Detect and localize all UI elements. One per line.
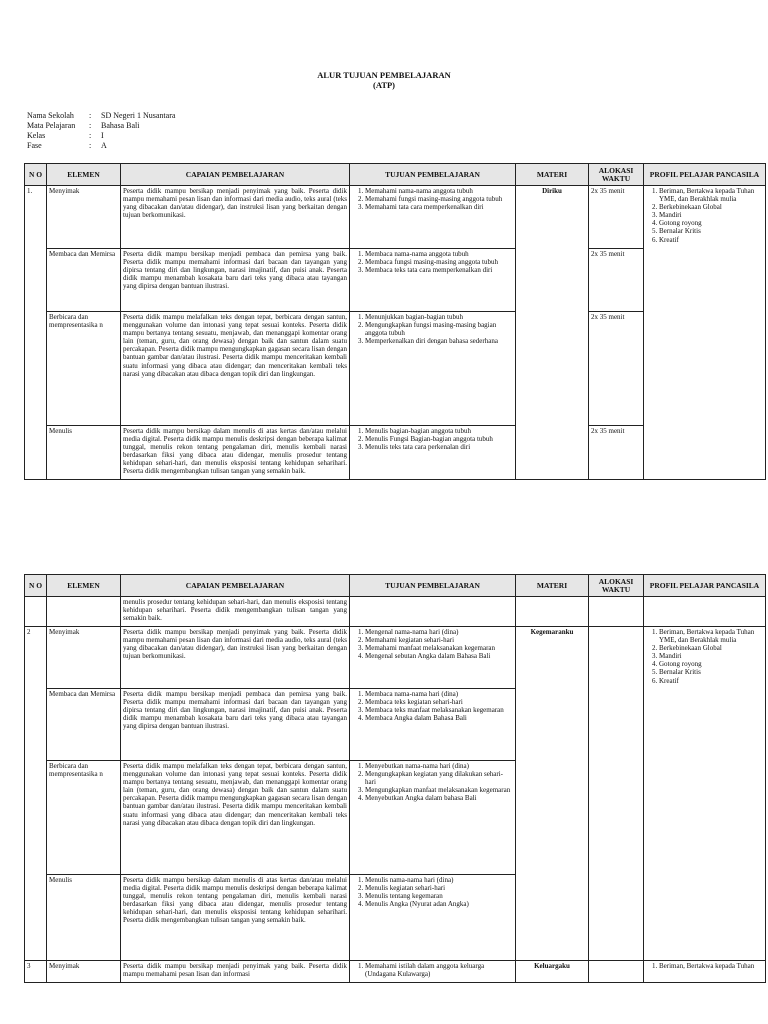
- table-row: [25, 961, 766, 983]
- tujuan-cell: 1. Menulis nama-nama hari (dina) 2. Menulis kegiatan sehari-hari 3. Menulis tentang kegemaran 4. Menulis Angka (Nyurat adan Angka): [350, 875, 516, 961]
- title-main: ALUR TUJUAN PEMBELAJARAN: [317, 70, 451, 80]
- meta-row-phase: Fase : A: [27, 141, 107, 150]
- tujuan-cell: 1. Memahami istilah dalam anggota keluarga (Undagana Kulawarga): [350, 961, 516, 983]
- tujuan-cell: 1. Membaca nama-nama hari (dina) 2. Membaca teks kegiatan sehari-hari 3. Membaca teks manfaat melaksanakan kegemaran 4. Membaca Angka dalam Bahasa Bali: [350, 689, 516, 761]
- profil-cell: 1. Beriman, Bertakwa kepada Tuhan YME, dan Berakhlak mulia 2. Berkebinekaan Global 3. Mandiri 4. Gotong royong 5. Bernalar Kritis 6. Kreatif: [644, 186, 766, 480]
- elemen-cell: Berbicara dan mempresentasika n: [47, 312, 121, 426]
- header-capaian: CAPAIAN PEMBELAJARAN: [121, 164, 350, 186]
- elemen-cell: Berbicara dan mempresentasika n: [47, 761, 121, 875]
- row-number: 3: [25, 961, 47, 983]
- profil-cell: 1. Beriman, Bertakwa kepada Tuhan YME, dan Berakhlak mulia 2. Berkebinekaan Global 3. Mandiri 4. Gotong royong 5. Bernalar Kritis 6. Kreatif: [644, 627, 766, 961]
- capaian-cell: Peserta didik mampu bersikap dalam menulis di atas kertas dan/atau melalui media digital. Peserta didik mampu menulis deskripsi dengan beberapa kalimat tunggal, menulis rekon tentang pengalaman diri, menulis kembali narasi berdasarkan fiksi yang dibaca atau didengar, menulis prosedur tentang kehidupan sehari-hari, dan menulis eksposisi tentang kehidupan sehariharí. Peserta didik mengembangkan tulisan tangan yang semakin baik.: [121, 875, 350, 961]
- header-materi: MATERI: [516, 164, 589, 186]
- capaian-cell: Peserta didik mampu melafalkan teks dengan tepat, berbicara dengan santun, menggunakan volume dan intonasi yang tepat sesuai konteks. Peserta didik mampu bertanya tentang sesuatu, menjawab, dan menanggapi komentar orang lain (teman, guru, dan orang dewasa) dengan baik dan santun dalam suatu percakapan. Peserta didik mampu mengungkapkan gagasan secara lisan dengan bantuan gambar dan/atau ilustrasi. Peserta didik mampu menceritakan kembali suatu informasi yang dibaca atau didengar; dan menceritakan kembali teks narasi yang dibacakan atau dibaca dengan topik diri dan lingkungan.: [121, 761, 350, 875]
- title-sub: (ATP): [372, 80, 396, 90]
- row-number: 2: [25, 627, 47, 961]
- meta-row-subject: Mata Pelajaran : Bahasa Bali: [27, 121, 140, 130]
- header-no: N O: [25, 164, 47, 186]
- atp-table-page-1: [24, 163, 766, 480]
- identity-block: [27, 111, 175, 151]
- alokasi-cell: [589, 961, 644, 983]
- table-row-continued: [25, 597, 766, 627]
- capaian-cell: Peserta didik mampu bersikap menjadi penyimak yang baik. Peserta didik mampu memahami pesan lisan dan informasi dari media audio, teks aural (teks yang dibacakan dan/atau didengar), dan instruksi lisan yang berkaitan dengan tujuan berkomunikasi.: [121, 186, 350, 249]
- materi-cell: Kegemaranku: [516, 627, 589, 961]
- materi-cell: Keluargaku: [516, 961, 589, 983]
- table-row: [25, 186, 766, 249]
- header-profil: PROFIL PELAJAR PANCASILA: [644, 164, 766, 186]
- document-title: [0, 70, 768, 90]
- tujuan-cell: 1. Menunjukkan bagian-bagian tubuh 2. Mengungkapkan fungsi masing-masing bagian anggota tubuh 3. Memperkenalkan diri dengan bahasa sederhana: [350, 312, 516, 426]
- elemen-cell: Menyimak: [47, 627, 121, 689]
- alokasi-cell: 2x 35 menit: [589, 249, 644, 312]
- header-alokasi: ALOKASI WAKTU: [589, 575, 644, 597]
- header-materi: MATERI: [516, 575, 589, 597]
- header-profil: PROFIL PELAJAR PANCASILA: [644, 575, 766, 597]
- header-no: N O: [25, 575, 47, 597]
- table-row: [25, 627, 766, 689]
- meta-row-school: Nama Sekolah : SD Negeri 1 Nusantara: [27, 111, 176, 120]
- header-alokasi: ALOKASI WAKTU: [589, 164, 644, 186]
- atp-table-page-2: [24, 574, 766, 983]
- header-tujuan: TUJUAN PEMBELAJARAN: [350, 575, 516, 597]
- capaian-cell: Peserta didik mampu bersikap menjadi penyimak yang baik. Peserta didik mampu memahami pesan lisan dan informasi: [121, 961, 350, 983]
- header-elemen: ELEMEN: [47, 575, 121, 597]
- row-number: 1.: [25, 186, 47, 480]
- elemen-cell: Menulis: [47, 875, 121, 961]
- tujuan-cell: 1. Menyebutkan nama-nama hari (dina) 2. Mengungkapkan kegiatan yang dilakukan sehari-hari 3. Mengungkapkan manfaat melaksanakan kegemaran 4. Menyebutkan Angka dalam bahasa Bali: [350, 761, 516, 875]
- header-capaian: CAPAIAN PEMBELAJARAN: [121, 575, 350, 597]
- elemen-cell: Menulis: [47, 426, 121, 480]
- capaian-cell: Peserta didik mampu bersikap menjadi pembaca dan pemirsa yang baik. Peserta didik mampu memahami informasi dari bacaan dan tayangan yang dipirsa tentang diri dan lingkungan, narasi imajinatif, dan puisi anak. Peserta didik mampu menambah kosakata baru dari teks yang dibaca atau tayangan yang dipirsa dengan bantuan ilustrasi.: [121, 249, 350, 312]
- elemen-cell: Membaca dan Memirsa: [47, 249, 121, 312]
- alokasi-cell: 2x 35 menit: [589, 426, 644, 480]
- header-row: [25, 164, 766, 186]
- materi-cell: Diriku: [516, 186, 589, 480]
- capaian-cell: Peserta didik mampu bersikap menjadi penyimak yang baik. Peserta didik mampu memahami pesan lisan dan informasi dari media audio, teks aural (teks yang dibacakan dan/atau didengar), dan instruksi lisan yang berkaitan dengan tujuan berkomunikasi.: [121, 627, 350, 689]
- capaian-cell: Peserta didik mampu melafalkan teks dengan tepat, berbicara dengan santun, menggunakan volume dan intonasi yang tepat sesuai konteks. Peserta didik mampu bertanya tentang sesuatu, menjawab, dan menanggapi komentar orang lain (teman, guru, dan orang dewasa) dengan baik dan santun dalam suatu percakapan. Peserta didik mampu mengungkapkan gagasan secara lisan dengan bantuan gambar dan/atau ilustrasi. Peserta didik mampu menceritakan kembali suatu informasi yang dibaca atau didengar; dan menceritakan kembali teks narasi yang dibacakan atau dibaca dengan topik diri dan lingkungan.: [121, 312, 350, 426]
- elemen-cell: Menyimak: [47, 961, 121, 983]
- alokasi-cell: [589, 627, 644, 961]
- elemen-cell: Membaca dan Memirsa: [47, 689, 121, 761]
- meta-row-class: Kelas : I: [27, 131, 104, 140]
- capaian-cell: Peserta didik mampu bersikap menjadi pembaca dan pemirsa yang baik. Peserta didik mampu memahami informasi dari bacaan dan tayangan yang dipirsa tentang diri dan lingkungan, narasi imajinatif, dan puisi anak. Peserta didik mampu menambah kosakata baru dari teks yang dibaca atau tayangan yang dipirsa dengan bantuan ilustrasi.: [121, 689, 350, 761]
- header-elemen: ELEMEN: [47, 164, 121, 186]
- profil-cell: 1. Beriman, Bertakwa kepada Tuhan: [644, 961, 766, 983]
- elemen-cell: Menyimak: [47, 186, 121, 249]
- capaian-cell: Peserta didik mampu bersikap dalam menulis di atas kertas dan/atau melalui media digital. Peserta didik mampu menulis deskripsi dengan beberapa kalimat tunggal, menulis rekon tentang pengalaman diri, menulis kembali narasi berdasarkan fiksi yang dibaca atau didengar, menulis prosedur tentang kehidupan sehari-hari, dan menulis eksposisi tentang kehidupan sehariharí. Peserta didik mengembangkan tulisan tangan yang semakin baik.: [121, 426, 350, 480]
- header-tujuan: TUJUAN PEMBELAJARAN: [350, 164, 516, 186]
- alokasi-cell: 2x 35 menit: [589, 312, 644, 426]
- tujuan-cell: 1. Mengenal nama-nama hari (dina) 2. Memahami kegiatan sehari-hari 3. Memahami manfaat melaksanakan kegemaran 4. Mengenal sebutan Angka dalam Bahasa Bali: [350, 627, 516, 689]
- tujuan-cell: 1. Membaca nama-nama anggota tubuh 2. Membaca fungsi masing-masing anggota tubuh 3. Membaca teks tata cara memperkenalkan diri: [350, 249, 516, 312]
- alokasi-cell: 2x 35 menit: [589, 186, 644, 249]
- tujuan-cell: 1. Menulis bagian-bagian anggota tubuh 2. Menulis Fungsi Bagian-bagian anggota tubuh 3. Menulis teks tata cara perkenalan diri: [350, 426, 516, 480]
- header-row: [25, 575, 766, 597]
- capaian-cell: menulis prosedur tentang kehidupan sehari-hari, dan menulis eksposisi tentang kehidupan sehariharí. Peserta didik mengembangkan tulisan tangan yang semakin baik.: [121, 597, 350, 627]
- tujuan-cell: 1. Memahami nama-nama anggota tubuh 2. Memahami fungsi masing-masing anggota tubuh 3. Memahami tata cara memperkenalkan diri: [350, 186, 516, 249]
